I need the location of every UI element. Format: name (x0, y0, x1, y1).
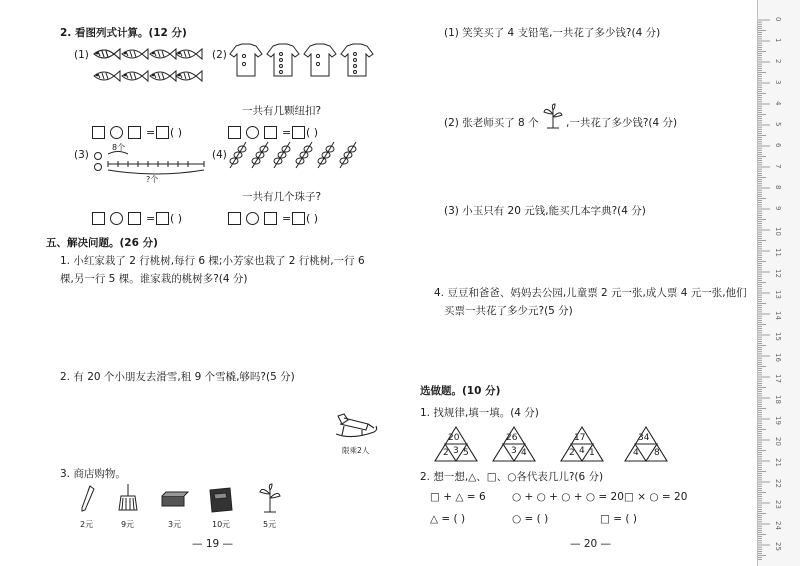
ruler-number: 11 (774, 248, 782, 257)
sled-icon (332, 412, 380, 444)
answer-box[interactable] (92, 126, 105, 139)
answer-square[interactable]: □ = ( ) (600, 513, 637, 525)
ruler-number: 0 (774, 17, 782, 22)
section-5-q1-line1: 1. 小红家栽了 2 行桃树,每行 6 棵;小芳家也栽了 2 行桃树,一行 6 (60, 255, 365, 267)
triangle-puzzle (624, 426, 668, 462)
dictionary-price: 10元 (212, 520, 231, 529)
equation-1: □ + △ = 6 (430, 491, 486, 503)
part-2-label: (2) (212, 49, 227, 61)
shop-sub-2a: (2) 张老师买了 8 个 (444, 117, 539, 129)
unit-paren[interactable]: ( ) (306, 126, 319, 139)
question-4-line2: 买票一共花了多少元?(5 分) (444, 305, 573, 317)
tri-top: 26 (506, 433, 518, 443)
tri-top: 17 (574, 433, 586, 443)
dictionary-icon (206, 486, 236, 514)
page-number-left: — 19 — (192, 538, 234, 550)
answer-triangle[interactable]: △ = ( ) (430, 513, 466, 525)
shop-sub-2b: ,一共花了多少钱?(4 分) (566, 117, 678, 129)
page-number-right: — 20 — (570, 538, 612, 550)
ruler-number: 9 (774, 206, 782, 211)
operator-circle[interactable] (110, 212, 123, 225)
unit-paren[interactable]: ( ) (306, 212, 319, 225)
answer-box[interactable] (228, 212, 241, 225)
ruler-number: 20 (774, 437, 782, 446)
unit-paren[interactable]: ( ) (170, 212, 183, 225)
ruler-number: 5 (774, 122, 782, 127)
section-5-q3: 3. 商店购物。 (60, 468, 126, 480)
tri-left: 2 (443, 448, 449, 458)
answer-box[interactable] (264, 212, 277, 225)
answer-box[interactable] (128, 212, 141, 225)
answer-box[interactable] (156, 126, 169, 139)
eraser-icon (158, 490, 188, 510)
part-3-label: (3) (74, 149, 89, 161)
tri-mid: 4 (579, 446, 585, 456)
optional-q1: 1. 找规律,填一填。(4 分) (420, 407, 539, 419)
tri-top: 20 (448, 433, 460, 443)
tri-mid: 3 (453, 446, 459, 456)
triangle-puzzle (434, 426, 478, 462)
ruler-number: 24 (774, 521, 782, 530)
ruler-number: 2 (774, 59, 782, 64)
tri-mid: 3 (511, 446, 517, 456)
answer-box[interactable] (156, 212, 169, 225)
section-5-q1-line2: 棵,另一行 5 棵。谁家栽的桃树多?(4 分) (60, 273, 248, 285)
ruler-number: 10 (774, 227, 782, 236)
answer-box[interactable] (292, 212, 305, 225)
answer-box[interactable] (292, 126, 305, 139)
ruler-number: 18 (774, 395, 782, 404)
section-5-title: 五、解决问题。(26 分) (46, 237, 158, 249)
equation-3: □ × ○ = 20 (624, 491, 688, 503)
equals-sign: = (282, 212, 292, 225)
pencil-icon (78, 484, 98, 514)
ruler-number: 19 (774, 416, 782, 425)
ruler-number: 6 (774, 143, 782, 148)
answer-box[interactable] (228, 126, 241, 139)
ruler-number: 13 (774, 290, 782, 299)
plant-icon-inline (542, 104, 564, 130)
ruler-number: 8 (774, 185, 782, 190)
equals-sign: = (146, 126, 156, 139)
pencil-price: 2元 (80, 520, 94, 529)
diagram-bottom-label: ?个 (146, 175, 159, 184)
tri-bottom-left: 4 (633, 448, 639, 458)
answer-circle[interactable]: ○ = ( ) (512, 513, 549, 525)
triangle-puzzle (492, 426, 536, 462)
sled-caption: 限乘2人 (342, 446, 370, 455)
part-4-label: (4) (212, 149, 227, 161)
brush-icon (117, 484, 139, 514)
answer-box[interactable] (128, 126, 141, 139)
ruler-number: 15 (774, 332, 782, 341)
plant-icon (258, 484, 282, 514)
tri-bottom-right: 8 (654, 448, 660, 458)
answer-box[interactable] (92, 212, 105, 225)
operator-circle[interactable] (110, 126, 123, 139)
tri-left: 2 (569, 448, 575, 458)
unit-paren[interactable]: ( ) (170, 126, 183, 139)
ruler-number: 23 (774, 500, 782, 509)
operator-circle[interactable] (246, 126, 259, 139)
equals-sign: = (282, 126, 292, 139)
beads-picture (228, 142, 358, 172)
question-4-line1: 4. 豆豆和爸爸、妈妈去公园,儿童票 2 元一张,成人票 4 元一张,他们 (434, 287, 747, 299)
ruler-number: 1 (774, 38, 782, 43)
diagram-top-label: 8个 (112, 143, 126, 152)
beads-question: 一共有几个珠子? (242, 191, 322, 203)
part-1-label: (1) (74, 49, 89, 61)
ruler (757, 0, 800, 566)
ruler-number: 3 (774, 80, 782, 85)
answer-box[interactable] (264, 126, 277, 139)
shop-sub-3: (3) 小玉只有 20 元钱,能买几本字典?(4 分) (444, 205, 646, 217)
equation-2: ○ + ○ + ○ + ○ = 20 (512, 491, 624, 503)
tri-right: 4 (521, 448, 527, 458)
equals-sign: = (146, 212, 156, 225)
question-2-title: 2. 看图列式计算。(12 分) (60, 27, 187, 39)
tri-top: 34 (638, 433, 650, 443)
shop-sub-1: (1) 笑笑买了 4 支铅笔,一共花了多少钱?(4 分) (444, 27, 661, 39)
tri-right: 5 (463, 448, 469, 458)
ruler-number: 4 (774, 101, 782, 106)
ruler-number: 14 (774, 311, 782, 320)
ruler-number: 25 (774, 542, 782, 551)
operator-circle[interactable] (246, 212, 259, 225)
ruler-number: 17 (774, 374, 782, 383)
buttons-question: 一共有几颗纽扣? (242, 105, 322, 117)
eraser-price: 3元 (168, 520, 182, 529)
fish-picture (92, 44, 202, 100)
line-diagram (92, 150, 212, 180)
shirts-picture (228, 44, 378, 80)
optional-q2: 2. 想一想,△、□、○各代表几儿?(6 分) (420, 471, 604, 483)
ruler-number: 21 (774, 458, 782, 467)
triangle-puzzle (560, 426, 604, 462)
brush-price: 9元 (121, 520, 135, 529)
plant-price: 5元 (263, 520, 277, 529)
ruler-number: 12 (774, 269, 782, 278)
ruler-number: 7 (774, 164, 782, 169)
optional-title: 选做题。(10 分) (420, 385, 501, 397)
ruler-number: 22 (774, 479, 782, 488)
section-5-q2: 2. 有 20 个小朋友去滑雪,租 9 个雪橇,够吗?(5 分) (60, 371, 295, 383)
tri-right: 1 (589, 448, 595, 458)
ruler-number: 16 (774, 353, 782, 362)
